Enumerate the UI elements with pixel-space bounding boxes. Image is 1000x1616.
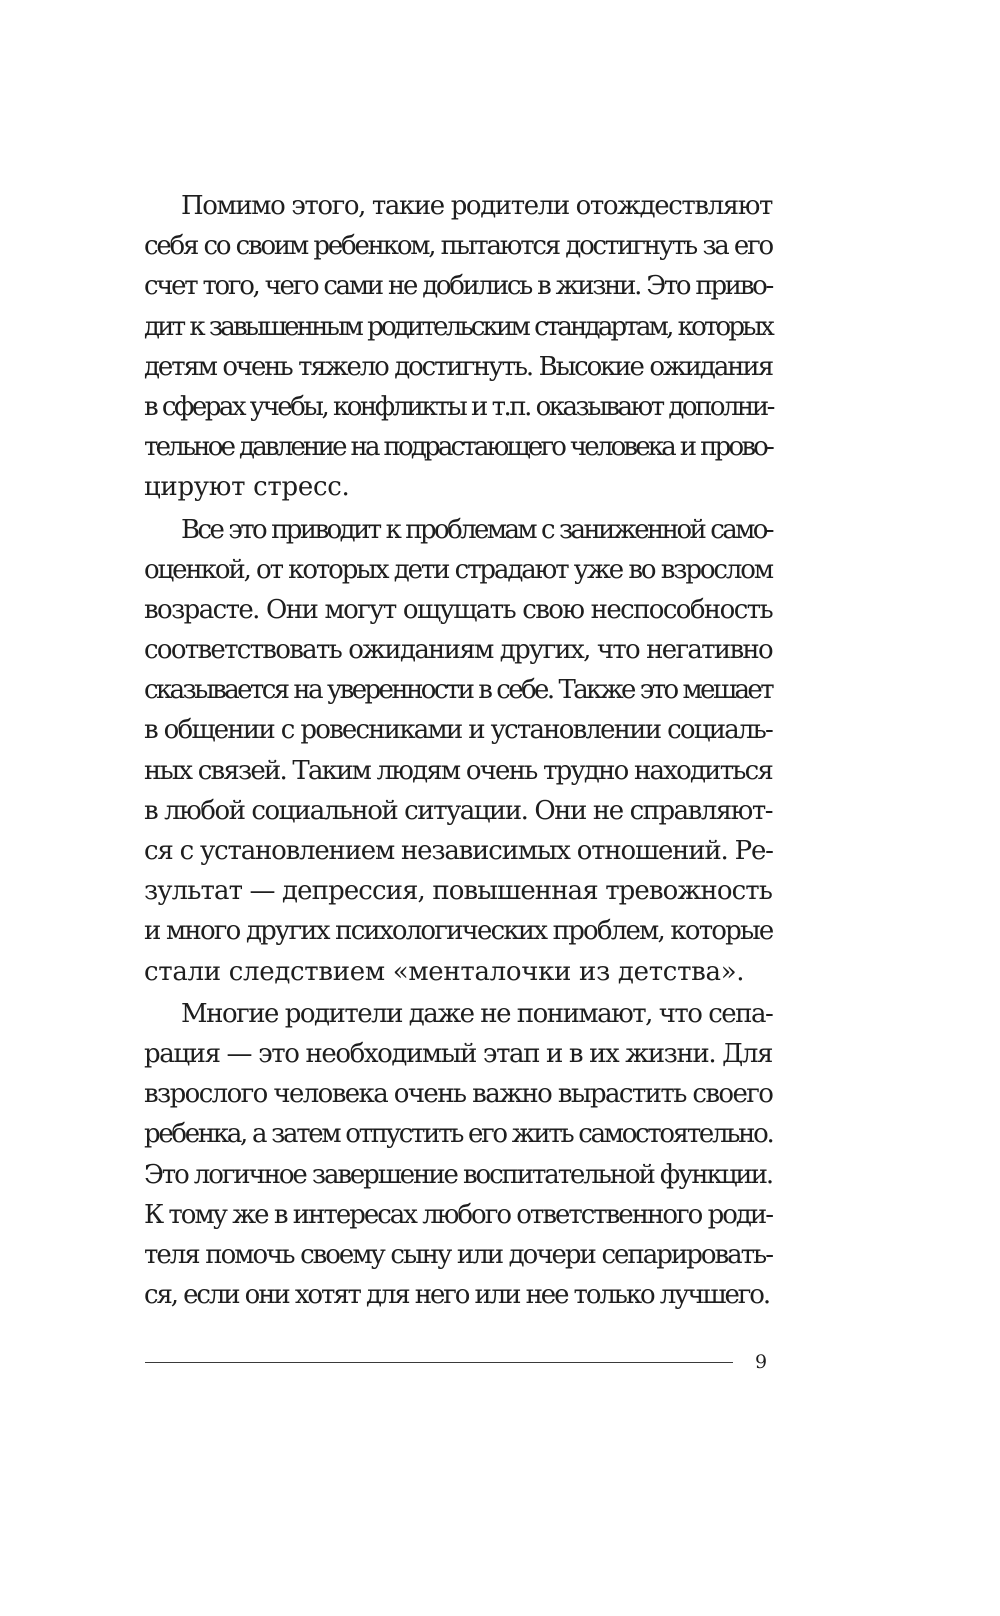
- footer-divider: [145, 1362, 733, 1363]
- text-line: Это логичное завершение воспитательной функции.: [144, 1159, 772, 1190]
- text-line: возрасте. Они могут ощущать свою неспособность: [144, 594, 772, 625]
- paragraph: [144, 994, 772, 1316]
- text-line: стали следствием «менталочки из детства».: [144, 956, 745, 987]
- text-line: сказывается на уверенности в себе. Также это мешает: [144, 675, 772, 706]
- paragraph: [144, 186, 772, 508]
- text-line: ных связей. Таким людям очень трудно находиться: [144, 755, 772, 786]
- text-line: в любой социальной ситуации. Они не справляют-: [144, 795, 772, 826]
- text-line: зультат — депрессия, повышенная тревожность: [144, 876, 772, 907]
- text-line: рация — это необходимый этап и в их жизни. Для: [144, 1038, 772, 1069]
- text-line: теля помочь своему сыну или дочери сепарировать-: [144, 1239, 772, 1270]
- text-line: цируют стресс.: [144, 472, 350, 503]
- text-line: в сферах учебы, конфликты и т.п. оказывают дополни-: [144, 391, 773, 422]
- text-line: ся с установлением независимых отношений. Ре-: [144, 836, 773, 866]
- text-line: тельное давление на подрастающего человека и прово-: [144, 432, 772, 463]
- text-line: соответствовать ожиданиям других, что негативно: [144, 635, 772, 666]
- text-line: себя со своим ребенком, пытаются достигнуть за его: [144, 231, 772, 262]
- page-number: 9: [755, 1351, 768, 1373]
- text-line: взрослого человека очень важно вырастить своего: [144, 1079, 773, 1110]
- text-line: и много других психологических проблем, которые: [144, 916, 773, 947]
- text-line: оценкой, от которых дети страдают уже во взрослом: [144, 554, 772, 585]
- text-line: в общении с ровесниками и установлении социаль-: [144, 715, 772, 746]
- text-line: К тому же в интересах любого ответственного роди-: [144, 1199, 772, 1230]
- text-line: ребенка, а затем отпустить его жить самостоятельно.: [144, 1119, 773, 1150]
- text-line: Многие родители даже не понимают, что сепа-: [181, 998, 773, 1029]
- text-line: счет того, чего сами не добились в жизни. Это приво-: [144, 271, 772, 302]
- text-line: дит к завышенным родительским стандартам, которых: [144, 311, 772, 342]
- text-line: Все это приводит к проблемам с заниженной само-: [181, 514, 772, 545]
- body-text: [144, 186, 772, 1315]
- paragraph: [144, 510, 772, 992]
- text-line: детям очень тяжело достигнуть. Высокие ожидания: [144, 351, 772, 382]
- text-line: ся, если они хотят для него или нее только лучшего.: [144, 1280, 770, 1311]
- text-line: Помимо этого, такие родители отождествляют: [181, 191, 772, 221]
